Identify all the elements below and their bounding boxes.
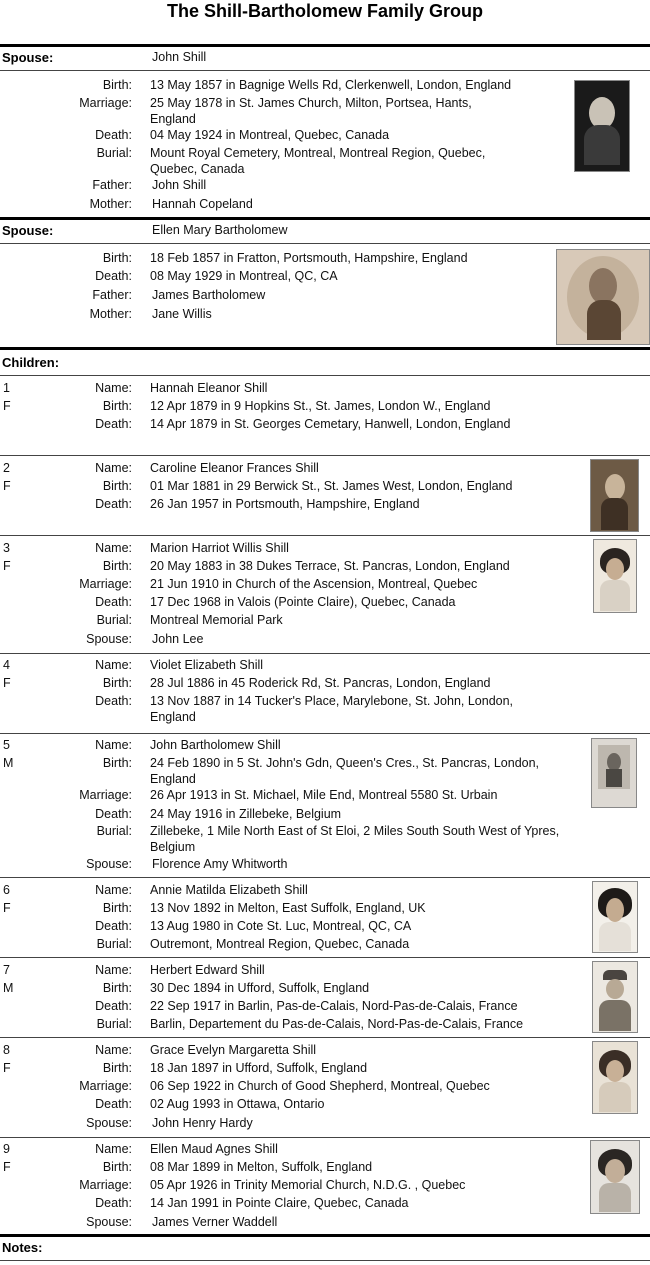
birth-label: Birth: — [102, 399, 132, 413]
death-label: Death: — [95, 128, 132, 142]
child-name: Ellen Maud Agnes Shill — [150, 1142, 278, 1156]
child-birth: 24 Feb 1890 in 5 St. John's Gdn, Queen's Cres., St. Pancras, London, England — [150, 756, 540, 786]
death-label: Death: — [95, 595, 132, 609]
child-spouse: Florence Amy Whitworth — [152, 857, 288, 871]
child-photo — [591, 738, 637, 808]
birth-label: Birth: — [102, 78, 132, 92]
children-header: Children: — [2, 355, 60, 370]
divider — [0, 455, 650, 456]
child-number: 4 — [3, 658, 10, 672]
mother-label: Mother: — [89, 307, 132, 321]
child-name: Annie Matilda Elizabeth Shill — [150, 883, 308, 897]
divider — [0, 535, 650, 536]
child-number: 1 — [3, 381, 10, 395]
birth-label: Birth: — [102, 559, 132, 573]
child-number: 2 — [3, 461, 10, 475]
child-name: Hannah Eleanor Shill — [150, 381, 268, 395]
child-photo — [592, 1041, 638, 1114]
child-burial: Barlin, Departement du Pas-de-Calais, Nord-Pas-de-Calais, France — [150, 1017, 524, 1031]
wife-father: James Bartholomew — [152, 288, 266, 302]
child-photo — [590, 459, 639, 532]
child-burial: Montreal Memorial Park — [150, 613, 283, 627]
divider — [0, 375, 650, 376]
death-label: Death: — [95, 1196, 132, 1210]
child-spouse: James Verner Waddell — [152, 1215, 278, 1229]
child-name: Violet Elizabeth Shill — [150, 658, 264, 672]
child-name: Marion Harriot Willis Shill — [150, 541, 289, 555]
burial-label: Burial: — [96, 1017, 132, 1031]
child-sex: F — [3, 399, 11, 413]
burial-label: Burial: — [96, 146, 132, 160]
child-name: John Bartholomew Shill — [150, 738, 281, 752]
page-title: The Shill-Bartholomew Family Group — [166, 1, 484, 21]
divider — [0, 70, 650, 71]
husband-marriage: 25 May 1878 in St. James Church, Milton, Portsea, Hants, England — [150, 96, 472, 126]
child-birth: 30 Dec 1894 in Ufford, Suffolk, England — [150, 981, 370, 995]
divider — [0, 44, 650, 47]
death-label: Death: — [95, 497, 132, 511]
child-sex: F — [3, 559, 11, 573]
child-number: 5 — [3, 738, 10, 752]
child-death: 26 Jan 1957 in Portsmouth, Hampshire, England — [150, 497, 420, 511]
death-label: Death: — [95, 1097, 132, 1111]
marriage-label: Marriage: — [79, 577, 132, 591]
child-spouse: John Lee — [152, 632, 204, 646]
birth-label: Birth: — [102, 756, 132, 770]
mother-label: Mother: — [89, 197, 132, 211]
divider — [0, 733, 650, 734]
death-label: Death: — [95, 999, 132, 1013]
child-spouse: John Henry Hardy — [152, 1116, 253, 1130]
burial-label: Burial: — [96, 937, 132, 951]
child-sex: F — [3, 479, 11, 493]
child-sex: F — [3, 901, 11, 915]
divider — [0, 877, 650, 878]
birth-label: Birth: — [102, 479, 132, 493]
child-photo — [590, 1140, 640, 1214]
child-death: 02 Aug 1993 in Ottawa, Ontario — [150, 1097, 325, 1111]
husband-name: John Shill — [152, 50, 207, 64]
child-death: 22 Sep 1917 in Barlin, Pas-de-Calais, Nord-Pas-de-Calais, France — [150, 999, 518, 1013]
name-label: Name: — [95, 658, 132, 672]
child-death: 13 Nov 1887 in 14 Tucker's Place, Marylebone, St. John, London, England — [150, 694, 514, 724]
child-birth: 28 Jul 1886 in 45 Roderick Rd, St. Pancras, London, England — [150, 676, 491, 690]
marriage-label: Marriage: — [79, 1079, 132, 1093]
burial-label: Burial: — [96, 613, 132, 627]
notes-header: Notes: — [2, 1240, 43, 1255]
name-label: Name: — [95, 461, 132, 475]
child-sex: F — [3, 676, 11, 690]
child-birth: 08 Mar 1899 in Melton, Suffolk, England — [150, 1160, 373, 1174]
divider — [0, 217, 650, 220]
child-photo — [592, 961, 638, 1033]
husband-father: John Shill — [152, 178, 207, 192]
child-photo — [592, 881, 638, 953]
child-sex: F — [3, 1160, 11, 1174]
divider — [0, 347, 650, 350]
father-label: Father: — [92, 288, 132, 302]
name-label: Name: — [95, 541, 132, 555]
name-label: Name: — [95, 1142, 132, 1156]
name-label: Name: — [95, 883, 132, 897]
child-marriage: 26 Apr 1913 in St. Michael, Mile End, Montreal 5580 St. Urbain — [150, 788, 498, 802]
marriage-label: Marriage: — [79, 1178, 132, 1192]
child-number: 6 — [3, 883, 10, 897]
name-label: Name: — [95, 1043, 132, 1057]
child-death: 14 Apr 1879 in St. Georges Cemetary, Hanwell, London, England — [150, 417, 511, 431]
spouse-label: Spouse: — [86, 1215, 132, 1229]
wife-photo — [556, 249, 650, 345]
child-death: 13 Aug 1980 in Cote St. Luc, Montreal, QC, CA — [150, 919, 412, 933]
spouse-header: Spouse: — [2, 50, 54, 65]
child-number: 7 — [3, 963, 10, 977]
death-label: Death: — [95, 919, 132, 933]
child-name: Herbert Edward Shill — [150, 963, 265, 977]
name-label: Name: — [95, 963, 132, 977]
marriage-label: Marriage: — [79, 788, 132, 802]
divider — [0, 1234, 650, 1237]
child-sex: M — [3, 981, 14, 995]
birth-label: Birth: — [102, 676, 132, 690]
child-death: 24 May 1916 in Zillebeke, Belgium — [150, 807, 342, 821]
birth-label: Birth: — [102, 981, 132, 995]
divider — [0, 957, 650, 958]
death-label: Death: — [95, 417, 132, 431]
birth-label: Birth: — [102, 1061, 132, 1075]
husband-burial: Mount Royal Cemetery, Montreal, Montreal Region, Quebec, Quebec, Canada — [150, 146, 486, 176]
husband-birth: 13 May 1857 in Bagnige Wells Rd, Clerkenwell, London, England — [150, 78, 512, 92]
child-marriage: 21 Jun 1910 in Church of the Ascension, Montreal, Quebec — [150, 577, 478, 591]
husband-photo — [574, 80, 630, 172]
name-label: Name: — [95, 738, 132, 752]
divider — [0, 653, 650, 654]
birth-label: Birth: — [102, 901, 132, 915]
spouse-header: Spouse: — [2, 223, 54, 238]
child-birth: 20 May 1883 in 38 Dukes Terrace, St. Pancras, London, England — [150, 559, 510, 573]
child-number: 8 — [3, 1043, 10, 1057]
wife-name: Ellen Mary Bartholomew — [152, 223, 288, 237]
child-burial: Outremont, Montreal Region, Quebec, Canada — [150, 937, 410, 951]
wife-death: 08 May 1929 in Montreal, QC, CA — [150, 269, 338, 283]
child-birth: 13 Nov 1892 in Melton, East Suffolk, England, UK — [150, 901, 426, 915]
marriage-label: Marriage: — [79, 96, 132, 110]
child-death: 14 Jan 1991 in Pointe Claire, Quebec, Canada — [150, 1196, 409, 1210]
birth-label: Birth: — [102, 1160, 132, 1174]
wife-mother: Jane Willis — [152, 307, 212, 321]
spouse-label: Spouse: — [86, 857, 132, 871]
child-burial: Zillebeke, 1 Mile North East of St Eloi, 2 Miles South South West of Ypres, Belgium — [150, 824, 560, 854]
wife-birth: 18 Feb 1857 in Fratton, Portsmouth, Hampshire, England — [150, 251, 468, 265]
name-label: Name: — [95, 381, 132, 395]
divider — [0, 1260, 650, 1261]
spouse-label: Spouse: — [86, 632, 132, 646]
death-label: Death: — [95, 694, 132, 708]
husband-death: 04 May 1924 in Montreal, Quebec, Canada — [150, 128, 390, 142]
birth-label: Birth: — [102, 251, 132, 265]
death-label: Death: — [95, 269, 132, 283]
husband-mother: Hannah Copeland — [152, 197, 253, 211]
father-label: Father: — [92, 178, 132, 192]
child-name: Caroline Eleanor Frances Shill — [150, 461, 319, 475]
child-birth: 18 Jan 1897 in Ufford, Suffolk, England — [150, 1061, 368, 1075]
divider — [0, 243, 650, 244]
divider — [0, 1137, 650, 1138]
burial-label: Burial: — [96, 824, 132, 838]
child-sex: M — [3, 756, 14, 770]
child-number: 3 — [3, 541, 10, 555]
child-photo — [593, 539, 637, 613]
child-birth: 01 Mar 1881 in 29 Berwick St., St. James West, London, England — [150, 479, 513, 493]
child-birth: 12 Apr 1879 in 9 Hopkins St., St. James, London W., England — [150, 399, 491, 413]
child-marriage: 06 Sep 1922 in Church of Good Shepherd, Montreal, Quebec — [150, 1079, 490, 1093]
spouse-label: Spouse: — [86, 1116, 132, 1130]
death-label: Death: — [95, 807, 132, 821]
child-marriage: 05 Apr 1926 in Trinity Memorial Church, N.D.G. , Quebec — [150, 1178, 466, 1192]
child-number: 9 — [3, 1142, 10, 1156]
divider — [0, 1037, 650, 1038]
child-sex: F — [3, 1061, 11, 1075]
child-name: Grace Evelyn Margaretta Shill — [150, 1043, 317, 1057]
child-death: 17 Dec 1968 in Valois (Pointe Claire), Quebec, Canada — [150, 595, 456, 609]
